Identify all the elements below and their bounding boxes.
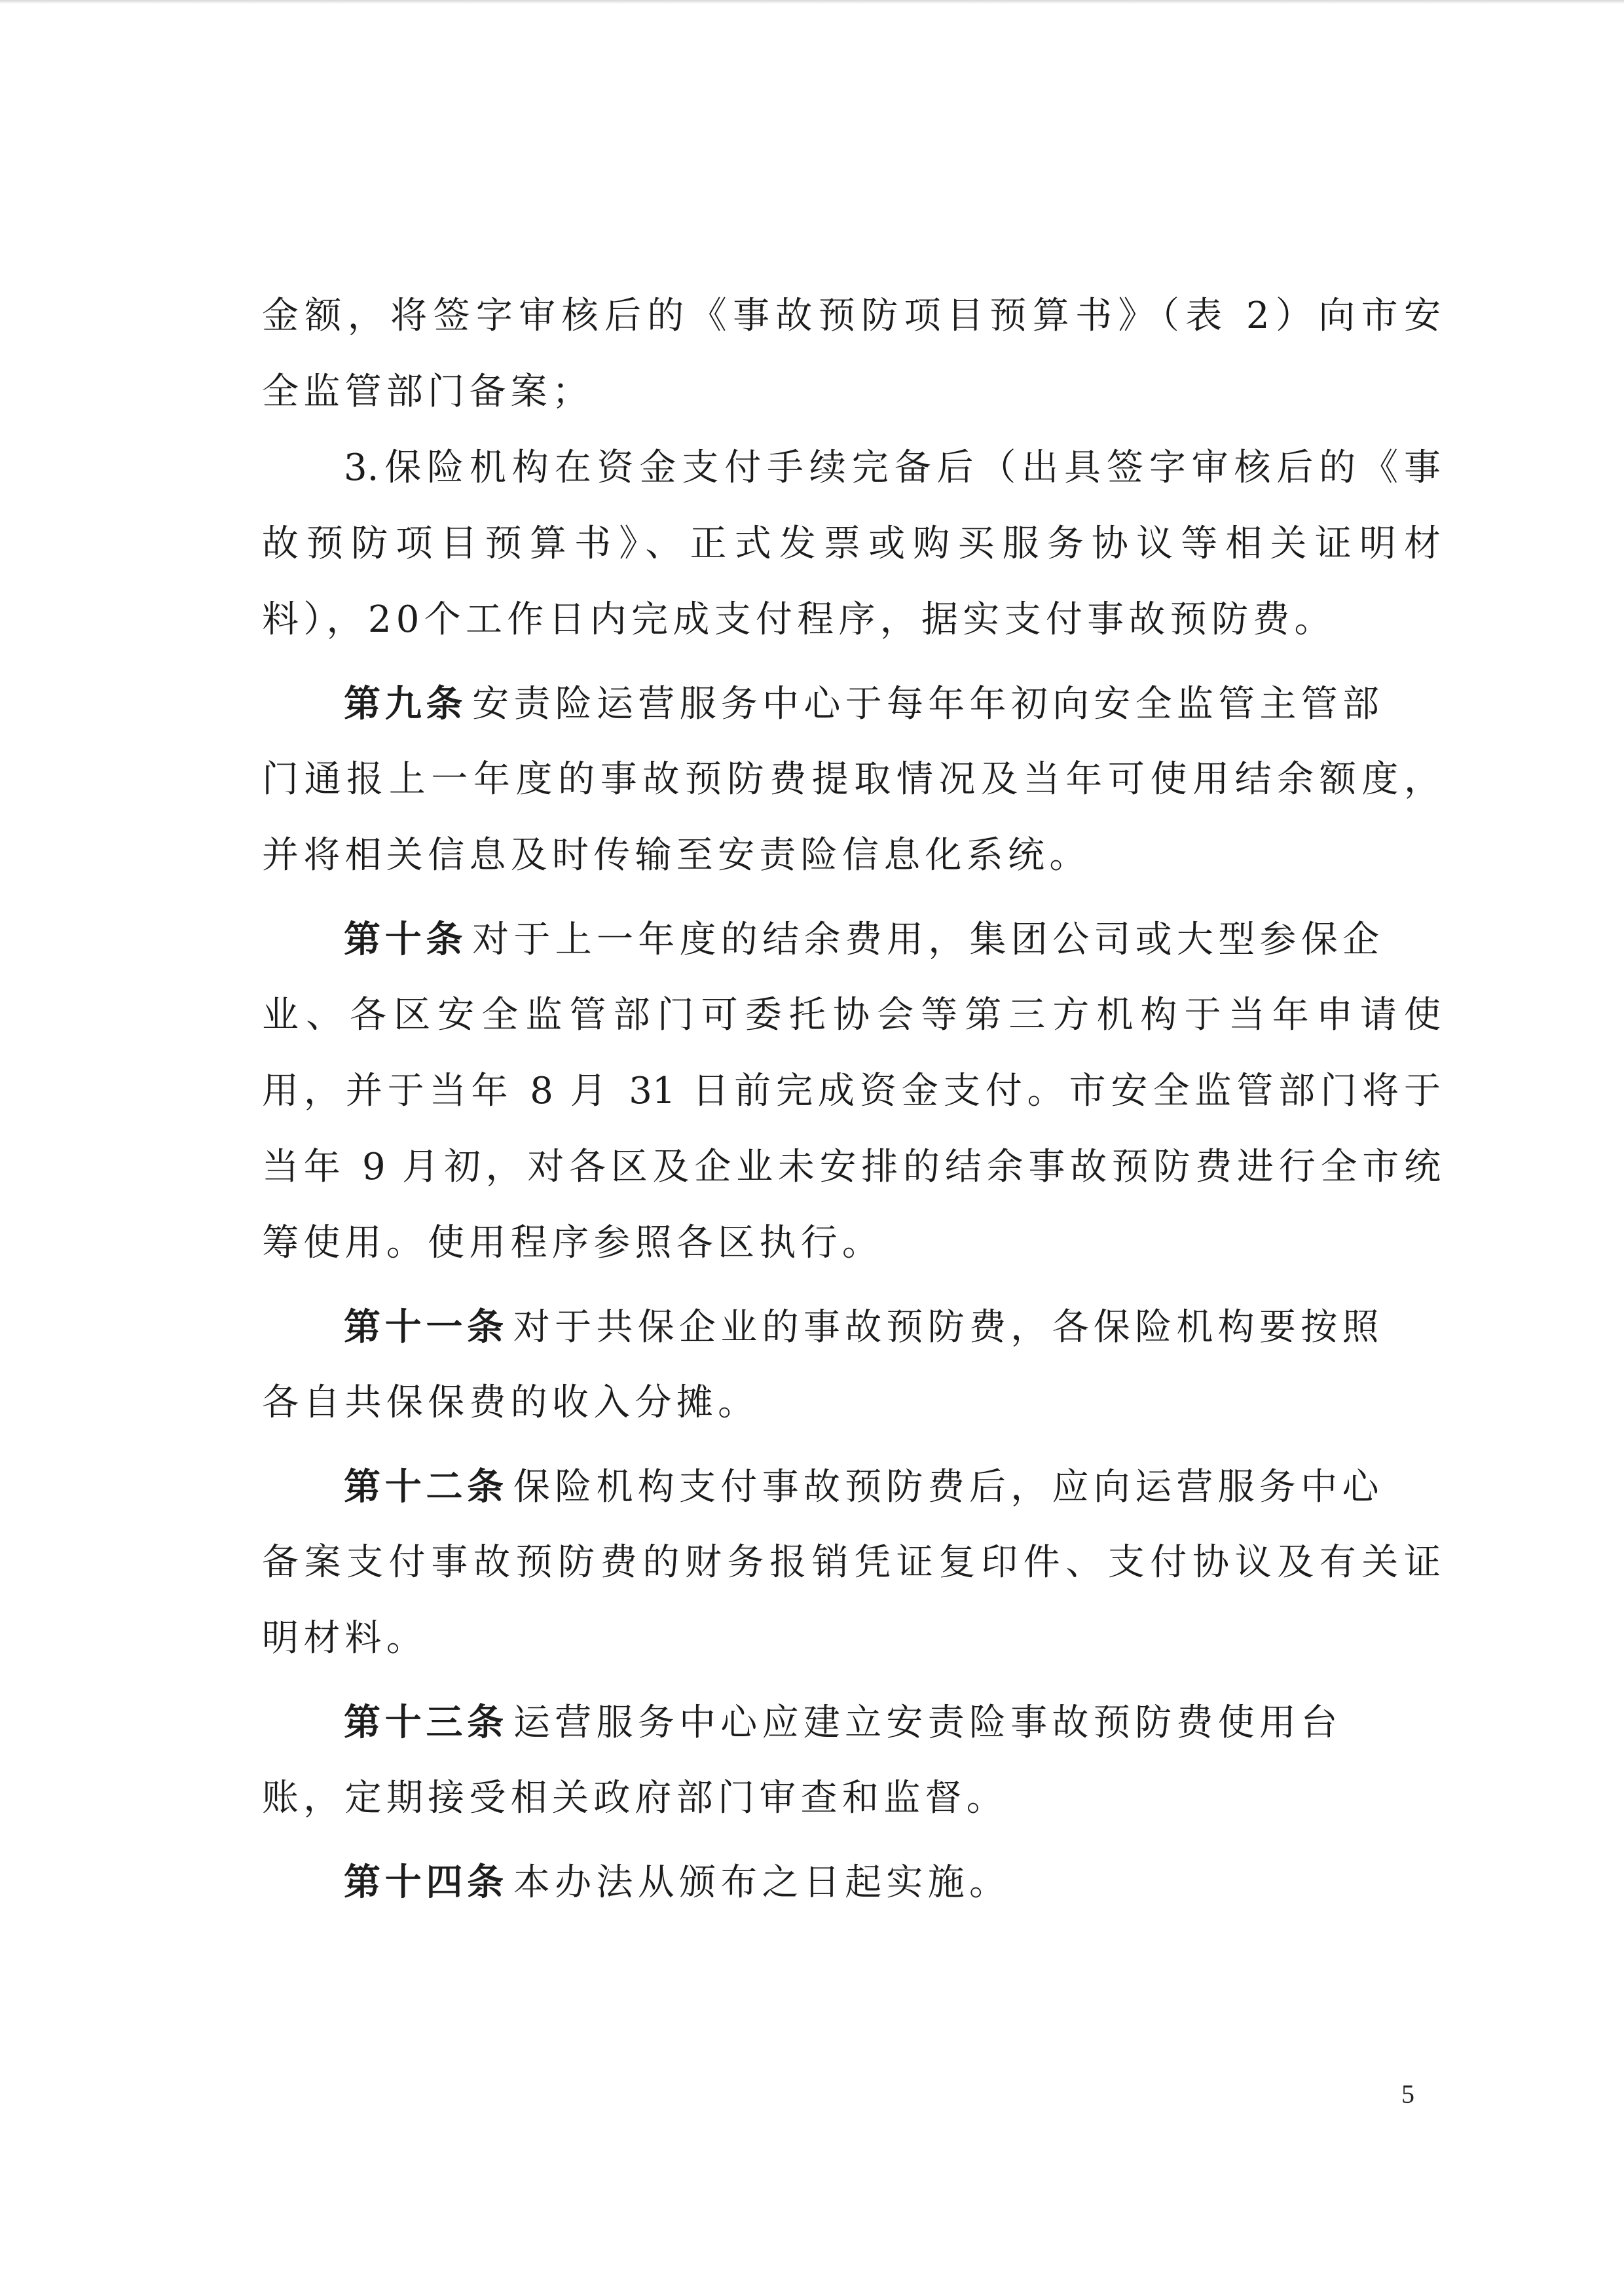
article-text: 保险机构支付事故预防费后，应向运营服务中心 <box>513 1466 1384 1508</box>
article-text: 本办法从颁布之日起实施。 <box>513 1861 1011 1904</box>
text-line: 料），20个工作日内完成支付程序，据实支付事故预防费。 <box>262 598 1336 641</box>
text-line: 3.保险机构在资金支付手续完备后（出具签字审核后的《事 <box>344 446 1441 489</box>
article-heading: 第十一条 <box>344 1305 508 1349</box>
text-line: 并将相关信息及时传输至安责险信息化系统。 <box>262 834 1091 877</box>
text-line <box>262 666 1441 742</box>
article-10 <box>262 902 1441 1281</box>
article-text: 对于上一年度的结余费用，集团公司或大型参保企 <box>472 919 1384 961</box>
text-line: 当年 9 月初，对各区及企业未安排的结余事故预防费进行全市统 <box>262 1146 1441 1188</box>
article-text: 对于共保企业的事故预防费，各保险机构要按照 <box>513 1306 1384 1349</box>
article-14 <box>262 1844 1441 1920</box>
article-12 <box>262 1449 1441 1677</box>
text-line <box>262 1449 1441 1525</box>
document-body <box>262 278 1441 1920</box>
page-number: 5 <box>1401 2079 1414 2109</box>
text-line: 各自共保保费的收入分摊。 <box>262 1381 760 1424</box>
article-heading: 第十二条 <box>344 1465 508 1508</box>
text-line <box>262 902 1441 977</box>
text-line: 门通报上一年度的事故预防费提取情况及当年可使用结余额度， <box>262 758 1441 801</box>
text-line: 账，定期接受相关政府部门审查和监督。 <box>262 1777 1008 1819</box>
paragraph-item-3 <box>262 430 1441 658</box>
article-heading: 第十四条 <box>344 1861 508 1904</box>
article-heading: 第十条 <box>344 918 468 961</box>
text-line: 业、各区安全监管部门可委托协会等第三方机构于当年申请使 <box>262 994 1441 1036</box>
article-13 <box>262 1685 1441 1836</box>
text-line: 全监管部门备案； <box>262 371 594 413</box>
text-line: 明材料。 <box>262 1617 428 1660</box>
text-line: 故预防项目预算书》、正式发票或购买服务协议等相关证明材 <box>262 522 1441 565</box>
text-line <box>262 1289 1441 1365</box>
article-11 <box>262 1289 1441 1441</box>
text-line: 筹使用。使用程序参照各区执行。 <box>262 1222 884 1264</box>
text-line: 备案支付事故预防费的财务报销凭证复印件、支付协议及有关证 <box>262 1541 1441 1584</box>
article-text: 运营服务中心应建立安责险事故预防费使用台 <box>513 1702 1342 1744</box>
paragraph-continuation <box>262 278 1441 430</box>
article-heading: 第九条 <box>344 682 468 725</box>
text-line <box>262 1844 1441 1920</box>
text-line <box>262 1685 1441 1760</box>
article-9 <box>262 666 1441 894</box>
text-line: 用，并于当年 8 月 31 日前完成资金支付。市安全监管部门将于 <box>262 1070 1441 1112</box>
text-line: 金额，将签字审核后的《事故预防项目预算书》（表 2）向市安 <box>262 295 1441 337</box>
scan-top-edge <box>0 0 1624 4</box>
article-heading: 第十三条 <box>344 1701 508 1744</box>
article-text: 安责险运营服务中心于每年年初向安全监管主管部 <box>472 683 1384 725</box>
